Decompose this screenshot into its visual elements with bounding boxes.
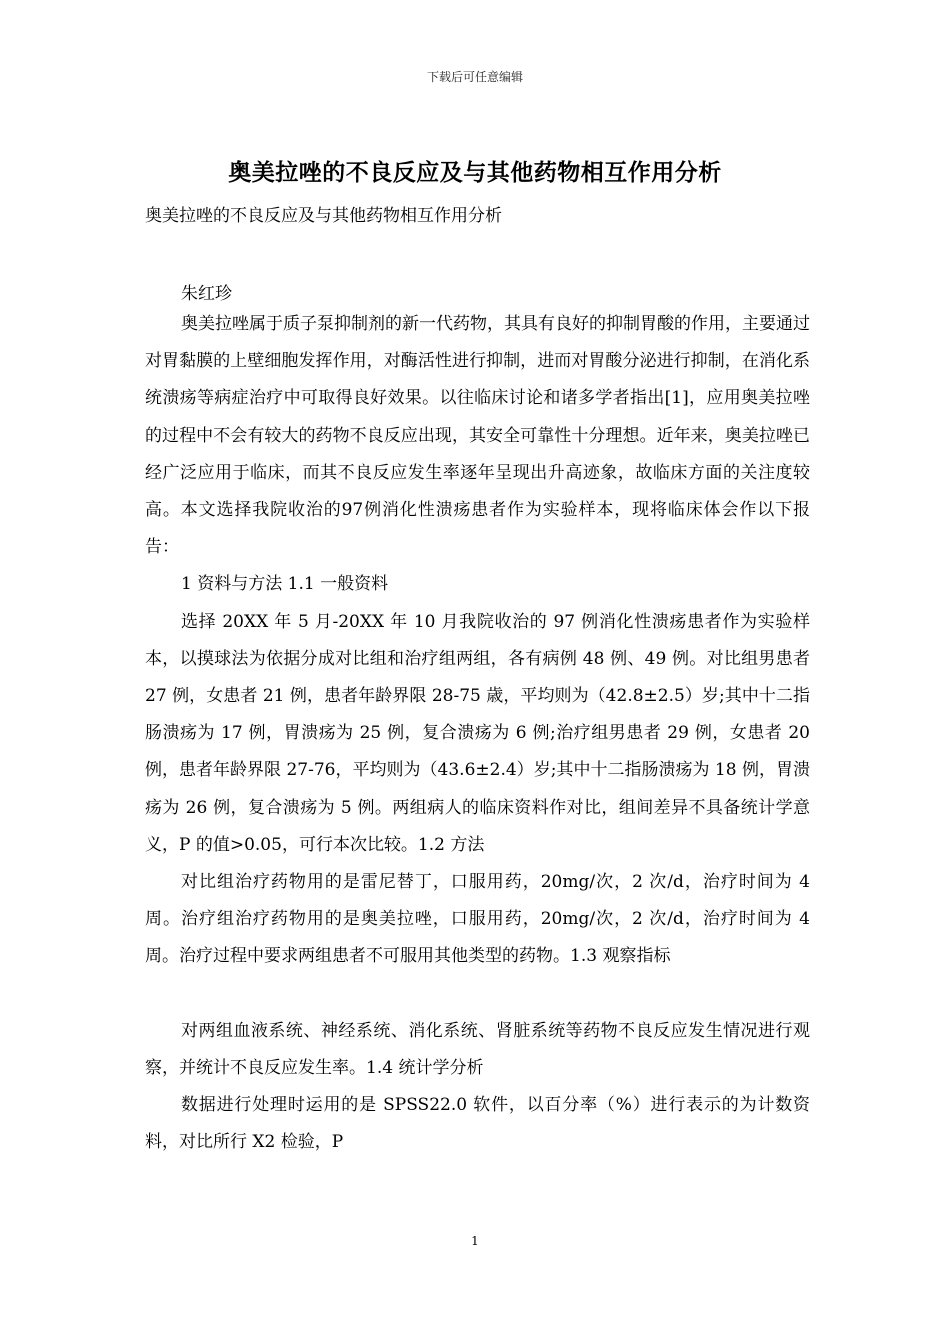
page-number: 1	[471, 1234, 479, 1248]
paragraph-methods: 对比组治疗药物用的是雷尼替丁，口服用药，20mg/次，2 次/d，治疗时间为 4 周。治疗组治疗药物用的是奥美拉唑，口服用药，20mg/次，2 次/d，治疗时间为 4 周。治疗过程中要求两组患者不可服用其他类型的药物。1.3 观察指标	[145, 872, 810, 967]
document-body	[145, 306, 810, 1161]
paragraph-intro: 奥美拉唑属于质子泵抑制剂的新一代药物，其具有良好的抑制胃酸的作用，主要通过对胃黏膜的上壁细胞发挥作用，对酶活性进行抑制，进而对胃酸分泌进行抑制，在消化系统溃疡等病症治疗中可取得良好效果。以往临床讨论和诸多学者指出[1]，应用奥美拉唑的过程中不会有较大的药物不良反应出现，其安全可靠性十分理想。近年来，奥美拉唑已经广泛应用于临床，而其不良反应发生率逐年呈现出升高迹象，故临床方面的关注度较高。本文选择我院收治的97例消化性溃疡患者作为实验样本，现将临床体会作以下报告：	[145, 314, 810, 558]
document-subtitle: 奥美拉唑的不良反应及与其他药物相互作用分析	[145, 206, 502, 226]
header-note: 下载后可任意编辑	[426, 70, 523, 84]
paragraph-statistics: 数据进行处理时运用的是 SPSS22.0 软件，以百分率（%）进行表示的为计数资料，对比所行 X2 检验，P	[145, 1095, 810, 1153]
author-name: 朱红珍	[181, 284, 232, 304]
paragraph-section-heading: 1 资料与方法 1.1 一般资料	[181, 574, 389, 595]
paragraph-general-data: 选择 20XX 年 5 月-20XX 年 10 月我院收治的 97 例消化性溃疡患者作为实验样本，以摸球法为依据分成对比组和治疗组两组，各有病例 48 例、49 例。对比组男患者 27 例，女患者 21 例，患者年龄界限 28-75 歳，平均则为（42.8±2.5）岁;其中十二指肠溃疡为 17 例，胃溃疡为 25 例，复合溃疡为 6 例;治疗组男患者 29 例，女患者 20 例，患者年龄界限 27-76，平均则为（43.6±2.4）岁;其中十二指肠溃疡为 18 例，胃溃疡为 26 例，复合溃疡为 5 例。两组病人的临床资料作对比，组间差异不具备统计学意义，P 的值>0.05，可行本次比较。1.2 方法	[145, 611, 810, 855]
document-title: 奥美拉唑的不良反应及与其他药物相互作用分析	[228, 159, 722, 186]
paragraph-observation: 对两组血液系统、神经系统、消化系统、肾脏系统等药物不良反应发生情况进行观察，并统计不良反应发生率。1.4 统计学分析	[145, 1020, 810, 1078]
